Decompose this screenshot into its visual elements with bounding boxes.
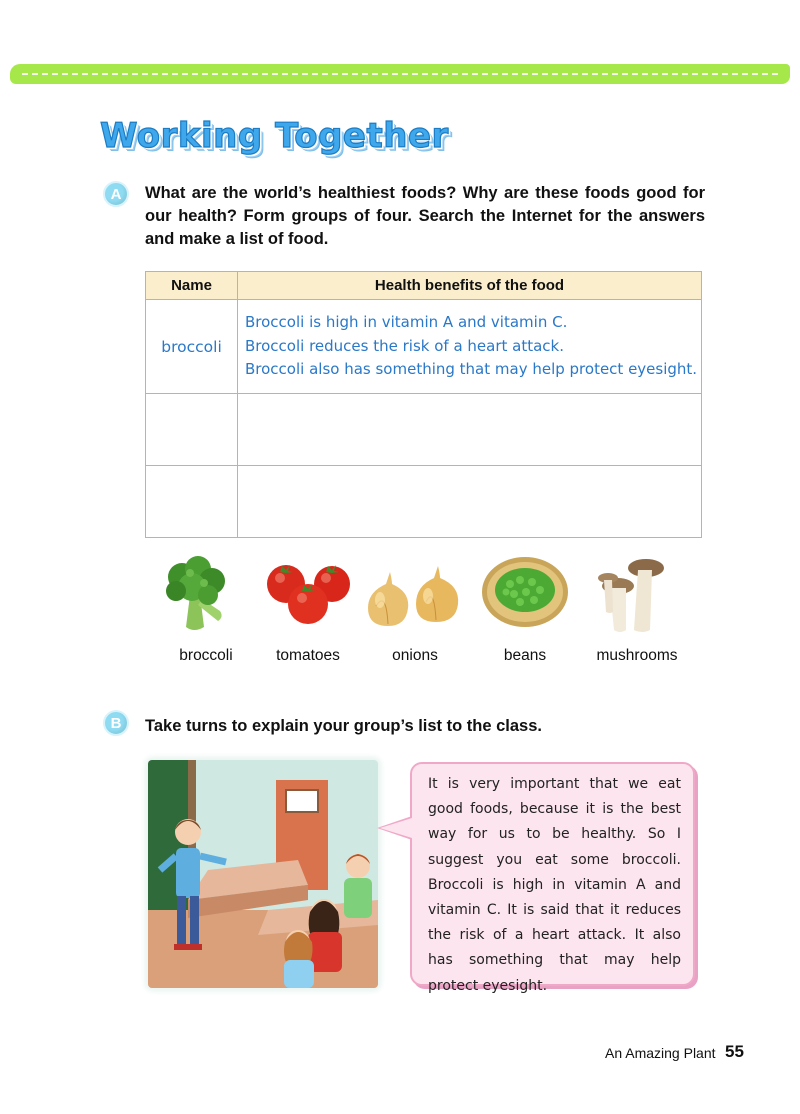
column-header-benefits: Health benefits of the food [238, 272, 702, 300]
table-header-row [146, 272, 702, 300]
food-label-broccoli: broccoli [179, 647, 233, 664]
section-a-instruction: What are the world’s healthiest foods? Why are these foods good for our health? Form groups of four. Search the Internet for the answers and make a list of food. [145, 184, 705, 248]
food-benefits-table [145, 271, 702, 538]
benefits-cell[interactable] [238, 466, 702, 538]
table-row [146, 466, 702, 538]
tomatoes-image [262, 560, 354, 628]
benefit-line: Broccoli also has something that may help protect eyesight. [245, 360, 698, 379]
food-label-tomatoes: tomatoes [276, 647, 340, 664]
onions-image [362, 566, 466, 628]
food-name-cell[interactable] [146, 466, 238, 538]
benefits-cell [238, 300, 702, 394]
section-b-badge: B [103, 710, 129, 736]
footer-unit-title: An Amazing Plant [605, 1045, 716, 1061]
page-title: Working Together [100, 116, 449, 156]
food-label-onions: onions [392, 647, 438, 664]
section-a-badge: A [103, 181, 129, 207]
benefit-line: Broccoli is high in vitamin A and vitamin C. [245, 313, 568, 332]
classroom-illustration [148, 760, 378, 988]
speech-bubble: It is very important that we eat good foods, because it is the best way for us to be healthy. So I suggest you eat some broccoli. Broccoli is high in vitamin A and vitamin C. It is said that it reduces the risk of a heart attack. It also has something that may help protect eyesight. [410, 762, 695, 986]
mushrooms-image [596, 556, 668, 636]
food-label-beans: beans [503, 647, 547, 664]
section-b-instruction: Take turns to explain your group’s list to the class. [145, 717, 542, 735]
page-number: 55 [725, 1042, 744, 1061]
benefits-cell[interactable] [238, 394, 702, 466]
top-decorative-bar [10, 64, 790, 84]
speech-bubble-tail [380, 818, 412, 838]
table-row [146, 394, 702, 466]
benefit-line: Broccoli reduces the risk of a heart attack. [245, 336, 564, 355]
food-name-cell: broccoli [146, 300, 238, 394]
column-header-name: Name [146, 272, 238, 300]
beans-image [480, 556, 570, 628]
food-name-cell[interactable] [146, 394, 238, 466]
broccoli-image [160, 555, 235, 633]
food-label-mushrooms: mushrooms [596, 647, 678, 664]
table-row [146, 300, 702, 394]
